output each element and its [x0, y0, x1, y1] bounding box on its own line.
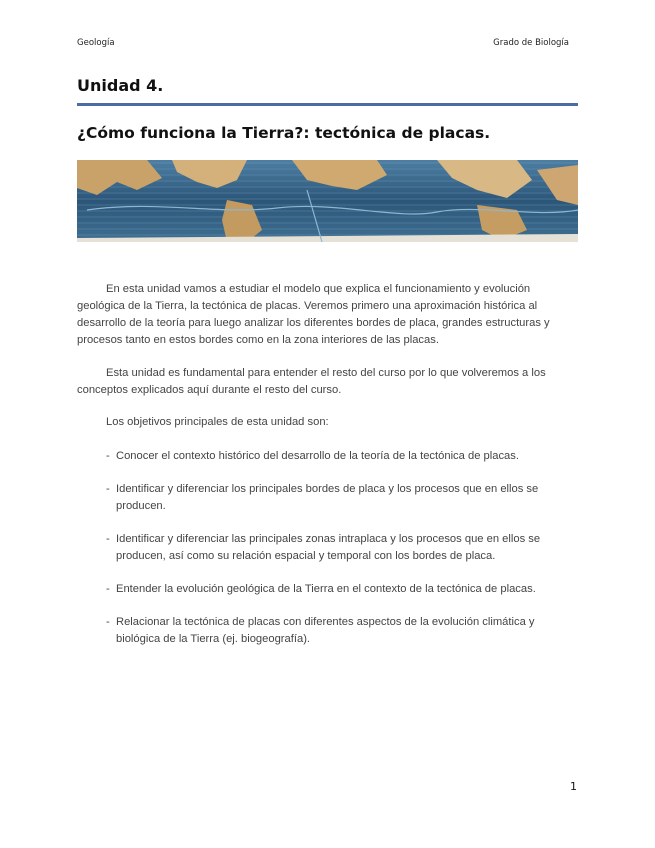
paragraph-intro: En esta unidad vamos a estudiar el modelo que explica el funcionamiento y evolución geológica de la Tierra, la tectónica de placas. Veremos primero una aproximación histórica al desarrollo de la teoría para luego analizar los diferentes bordes de placa, grandes estructuras y procesos tanto en estos bordes como en la zona interiores de las placas. [77, 283, 550, 346]
objective-item: - Entender la evolución geológica de la Tierra en el contexto de la tectónica de placas. [106, 581, 579, 598]
bullet-dash: - [106, 533, 110, 545]
objective-item: - Conocer el contexto histórico del desarrollo de la teoría de la tectónica de placas. [106, 448, 579, 465]
title-divider [77, 103, 578, 106]
objectives-list [106, 448, 579, 648]
page-header [77, 38, 569, 48]
page-number: 1 [570, 780, 577, 793]
world-seafloor-map-image [77, 160, 578, 242]
header-degree: Grado de Biología [493, 38, 569, 48]
objectives-intro: Los objetivos principales de esta unidad son: [106, 416, 329, 428]
paragraph-importance: Esta unidad es fundamental para entender el resto del curso por lo que volveremos a los conceptos explicados aquí durante el resto del curso. [77, 367, 546, 396]
unit-title: Unidad 4. [77, 76, 164, 95]
header-course: Geología [77, 38, 115, 48]
bullet-dash: - [106, 450, 110, 462]
section-title: ¿Cómo funciona la Tierra?: tectónica de placas. [77, 124, 491, 142]
bullet-dash: - [106, 616, 110, 628]
bullet-dash: - [106, 583, 110, 595]
bullet-dash: - [106, 483, 110, 495]
document-body [77, 281, 579, 648]
objective-item: - Identificar y diferenciar los principales bordes de placa y los procesos que en ellos se producen. [106, 483, 539, 512]
objective-item: - Relacionar la tectónica de placas con diferentes aspectos de la evolución climática y biológica de la Tierra (ej. biogeografía). [106, 616, 535, 645]
objective-item: - Identificar y diferenciar las principales zonas intraplaca y los procesos que en ellos se producen, así como su relación espacial y temporal con los bordes de placa. [106, 533, 541, 562]
